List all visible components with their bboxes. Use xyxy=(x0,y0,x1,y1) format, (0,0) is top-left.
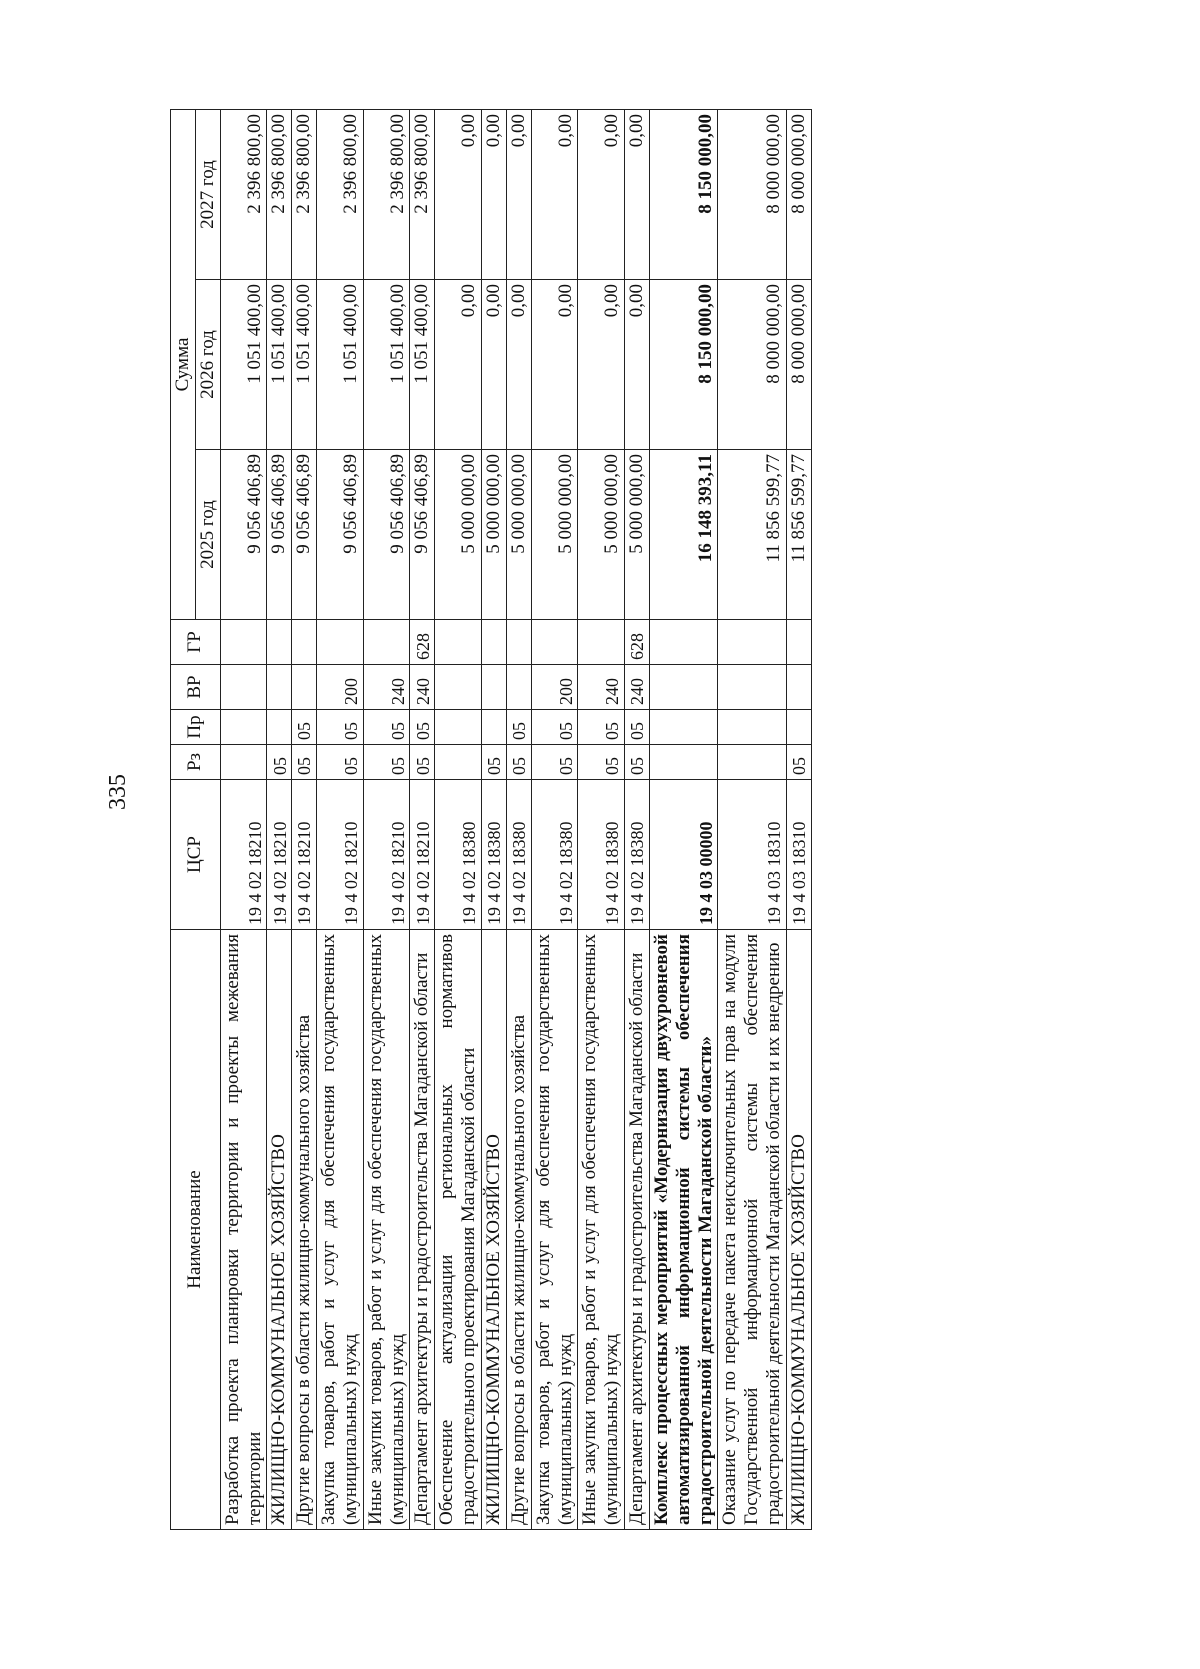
cell-gr: 628 xyxy=(410,620,435,665)
cell-pr: 05 xyxy=(317,710,364,745)
cell-csr: 19 4 02 18380 xyxy=(578,780,625,930)
cell-gr xyxy=(786,620,811,665)
cell-gr xyxy=(267,620,292,665)
cell-2027: 0,00 xyxy=(578,110,625,280)
cell-name: Разработка проекта планировки территории и проекты межевания территории xyxy=(220,930,267,1530)
cell-gr xyxy=(292,620,317,665)
cell-rz: 05 xyxy=(625,745,650,780)
table-row xyxy=(625,110,650,1530)
cell-2027: 2 396 800,00 xyxy=(267,110,292,280)
cell-pr xyxy=(435,710,482,745)
cell-pr xyxy=(718,710,787,745)
cell-csr: 19 4 03 00000 xyxy=(649,780,718,930)
cell-csr: 19 4 02 18380 xyxy=(625,780,650,930)
cell-pr xyxy=(649,710,718,745)
cell-2026: 1 051 400,00 xyxy=(363,280,410,450)
cell-2025: 9 056 406,89 xyxy=(267,450,292,620)
cell-2027: 0,00 xyxy=(506,110,531,280)
cell-gr: 628 xyxy=(625,620,650,665)
cell-2025: 5 000 000,00 xyxy=(435,450,482,620)
cell-2025: 9 056 406,89 xyxy=(317,450,364,620)
cell-2025: 5 000 000,00 xyxy=(578,450,625,620)
cell-2027: 0,00 xyxy=(531,110,578,280)
cell-2026: 1 051 400,00 xyxy=(317,280,364,450)
cell-pr: 05 xyxy=(506,710,531,745)
cell-name: Комплекс процессных мероприятий «Модернизация двухуровневой автоматизированной информационной системы обеспечения градостроительной деятельности Магаданской области» xyxy=(649,930,718,1530)
cell-csr: 19 4 02 18210 xyxy=(410,780,435,930)
cell-2026: 0,00 xyxy=(435,280,482,450)
page-number: 335 xyxy=(105,774,131,810)
cell-2027: 2 396 800,00 xyxy=(292,110,317,280)
table-row xyxy=(718,110,787,1530)
header-csr: ЦСР xyxy=(171,780,221,930)
cell-vr: 200 xyxy=(317,665,364,710)
cell-2026: 8 000 000,00 xyxy=(786,280,811,450)
table-row xyxy=(531,110,578,1530)
cell-pr: 05 xyxy=(625,710,650,745)
cell-vr: 240 xyxy=(578,665,625,710)
cell-2026: 0,00 xyxy=(578,280,625,450)
cell-rz: 05 xyxy=(292,745,317,780)
cell-name: ЖИЛИЩНО-КОММУНАЛЬНОЕ ХОЗЯЙСТВО xyxy=(481,930,506,1530)
cell-gr xyxy=(718,620,787,665)
cell-vr xyxy=(292,665,317,710)
cell-gr xyxy=(435,620,482,665)
cell-2025: 5 000 000,00 xyxy=(531,450,578,620)
cell-2026: 0,00 xyxy=(625,280,650,450)
cell-gr xyxy=(506,620,531,665)
header-gr: ГР xyxy=(171,620,221,665)
cell-rz xyxy=(718,745,787,780)
table-row xyxy=(267,110,292,1530)
cell-name: Иные закупки товаров, работ и услуг для обеспечения государственных (муниципальных) нужд xyxy=(363,930,410,1530)
cell-2026: 1 051 400,00 xyxy=(292,280,317,450)
cell-vr: 240 xyxy=(410,665,435,710)
table-row xyxy=(410,110,435,1530)
cell-2027: 0,00 xyxy=(481,110,506,280)
cell-2025: 11 856 599,77 xyxy=(786,450,811,620)
cell-2026: 0,00 xyxy=(506,280,531,450)
cell-vr xyxy=(786,665,811,710)
cell-2026: 0,00 xyxy=(481,280,506,450)
cell-2025: 5 000 000,00 xyxy=(625,450,650,620)
cell-csr: 19 4 03 18310 xyxy=(718,780,787,930)
cell-rz: 05 xyxy=(481,745,506,780)
cell-pr: 05 xyxy=(292,710,317,745)
cell-2026: 1 051 400,00 xyxy=(410,280,435,450)
cell-csr: 19 4 02 18210 xyxy=(267,780,292,930)
cell-gr xyxy=(220,620,267,665)
header-name: Наименование xyxy=(171,930,221,1530)
cell-gr xyxy=(578,620,625,665)
cell-csr: 19 4 02 18210 xyxy=(220,780,267,930)
cell-pr xyxy=(786,710,811,745)
cell-name: Другие вопросы в области жилищно-коммунального хозяйства xyxy=(506,930,531,1530)
cell-name: Обеспечение актуализации региональных нормативов градостроительного проектирования Магаданской области xyxy=(435,930,482,1530)
header-2025: 2025 год xyxy=(195,450,220,620)
cell-name: Иные закупки товаров, работ и услуг для обеспечения государственных (муниципальных) нужд xyxy=(578,930,625,1530)
cell-name: ЖИЛИЩНО-КОММУНАЛЬНОЕ ХОЗЯЙСТВО xyxy=(786,930,811,1530)
cell-vr: 200 xyxy=(531,665,578,710)
cell-pr: 05 xyxy=(410,710,435,745)
cell-rz xyxy=(435,745,482,780)
header-sum: Сумма xyxy=(171,110,196,620)
cell-pr: 05 xyxy=(363,710,410,745)
budget-table xyxy=(170,109,812,1530)
cell-2027: 0,00 xyxy=(435,110,482,280)
cell-csr: 19 4 02 18210 xyxy=(363,780,410,930)
cell-rz: 05 xyxy=(578,745,625,780)
cell-vr xyxy=(220,665,267,710)
header-rz: Рз xyxy=(171,745,221,780)
cell-rz: 05 xyxy=(506,745,531,780)
cell-pr: 05 xyxy=(531,710,578,745)
cell-2025: 9 056 406,89 xyxy=(410,450,435,620)
table-row xyxy=(481,110,506,1530)
cell-pr xyxy=(481,710,506,745)
cell-vr xyxy=(649,665,718,710)
cell-name: ЖИЛИЩНО-КОММУНАЛЬНОЕ ХОЗЯЙСТВО xyxy=(267,930,292,1530)
cell-csr: 19 4 02 18210 xyxy=(317,780,364,930)
cell-rz: 05 xyxy=(786,745,811,780)
cell-pr: 05 xyxy=(578,710,625,745)
cell-csr: 19 4 02 18380 xyxy=(435,780,482,930)
cell-csr: 19 4 02 18380 xyxy=(481,780,506,930)
cell-2025: 9 056 406,89 xyxy=(363,450,410,620)
cell-2025: 9 056 406,89 xyxy=(220,450,267,620)
table-row xyxy=(435,110,482,1530)
cell-2025: 5 000 000,00 xyxy=(481,450,506,620)
budget-table-wrapper xyxy=(170,110,1070,1530)
table-row xyxy=(292,110,317,1530)
header-vr: ВР xyxy=(171,665,221,710)
cell-vr xyxy=(718,665,787,710)
cell-rz: 05 xyxy=(317,745,364,780)
cell-2025: 5 000 000,00 xyxy=(506,450,531,620)
cell-2027: 2 396 800,00 xyxy=(410,110,435,280)
cell-csr: 19 4 02 18380 xyxy=(506,780,531,930)
cell-name: Закупка товаров, работ и услуг для обеспечения государственных (муниципальных) нужд xyxy=(531,930,578,1530)
cell-rz: 05 xyxy=(410,745,435,780)
cell-rz xyxy=(649,745,718,780)
cell-2027: 2 396 800,00 xyxy=(363,110,410,280)
cell-vr xyxy=(267,665,292,710)
cell-csr: 19 4 02 18210 xyxy=(292,780,317,930)
table-row xyxy=(578,110,625,1530)
cell-2027: 2 396 800,00 xyxy=(317,110,364,280)
table-body xyxy=(220,110,811,1530)
table-row xyxy=(363,110,410,1530)
cell-2025: 11 856 599,77 xyxy=(718,450,787,620)
cell-2025: 16 148 393,11 xyxy=(649,450,718,620)
table-row xyxy=(506,110,531,1530)
cell-rz: 05 xyxy=(267,745,292,780)
cell-pr xyxy=(267,710,292,745)
cell-2026: 1 051 400,00 xyxy=(220,280,267,450)
header-2027: 2027 год xyxy=(195,110,220,280)
cell-csr: 19 4 02 18380 xyxy=(531,780,578,930)
cell-csr: 19 4 03 18310 xyxy=(786,780,811,930)
cell-2027: 2 396 800,00 xyxy=(220,110,267,280)
cell-vr: 240 xyxy=(363,665,410,710)
cell-2027: 0,00 xyxy=(625,110,650,280)
table-row xyxy=(786,110,811,1530)
cell-vr xyxy=(435,665,482,710)
header-2026: 2026 год xyxy=(195,280,220,450)
cell-vr xyxy=(481,665,506,710)
cell-name: Департамент архитектуры и градостроительства Магаданской области xyxy=(625,930,650,1530)
cell-pr xyxy=(220,710,267,745)
cell-gr xyxy=(531,620,578,665)
cell-gr xyxy=(317,620,364,665)
cell-gr xyxy=(649,620,718,665)
cell-2027: 8 000 000,00 xyxy=(786,110,811,280)
header-pr: Пр xyxy=(171,710,221,745)
cell-name: Другие вопросы в области жилищно-коммунального хозяйства xyxy=(292,930,317,1530)
table-row xyxy=(220,110,267,1530)
cell-name: Закупка товаров, работ и услуг для обеспечения государственных (муниципальных) нужд xyxy=(317,930,364,1530)
cell-vr: 240 xyxy=(625,665,650,710)
cell-gr xyxy=(481,620,506,665)
cell-2026: 1 051 400,00 xyxy=(267,280,292,450)
cell-2026: 8 000 000,00 xyxy=(718,280,787,450)
cell-2027: 8 150 000,00 xyxy=(649,110,718,280)
cell-rz xyxy=(220,745,267,780)
cell-name: Оказание услуг по передаче пакета неисключительных прав на модули Государственной информационной системы обеспечения градостроительной деятельности Магаданской области и их внедрению xyxy=(718,930,787,1530)
cell-rz: 05 xyxy=(363,745,410,780)
cell-2027: 8 000 000,00 xyxy=(718,110,787,280)
cell-name: Департамент архитектуры и градостроительства Магаданской области xyxy=(410,930,435,1530)
cell-rz: 05 xyxy=(531,745,578,780)
table-row xyxy=(317,110,364,1530)
cell-vr xyxy=(506,665,531,710)
header-row-1 xyxy=(171,110,196,1530)
cell-2025: 9 056 406,89 xyxy=(292,450,317,620)
cell-2026: 8 150 000,00 xyxy=(649,280,718,450)
cell-gr xyxy=(363,620,410,665)
table-row xyxy=(649,110,718,1530)
cell-2026: 0,00 xyxy=(531,280,578,450)
